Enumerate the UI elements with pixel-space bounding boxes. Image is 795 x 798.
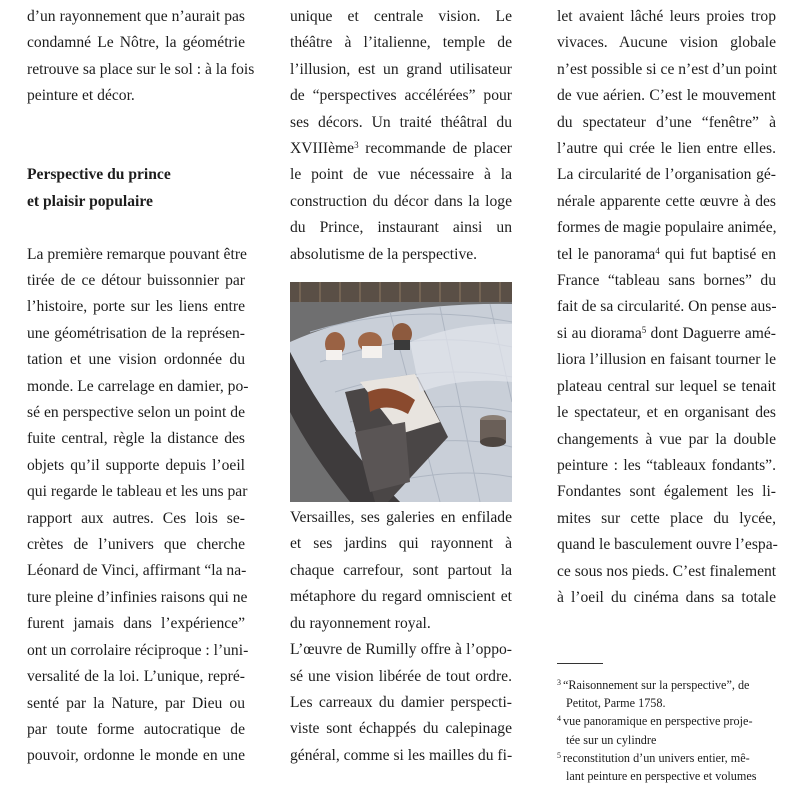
text-fragment: XVIIIème [290,140,355,158]
text-line: Versailles, ses galeries en enfilade [290,509,512,527]
text-line: vivaces. Aucune vision globale [557,34,776,52]
text-line: formes de magie populaire animée, [557,219,777,237]
text-line: absolutisme de la perspective. [290,245,478,263]
text-line [290,136,512,162]
body-paragraph [290,505,512,769]
spacer [27,136,245,162]
body-paragraph [290,4,512,268]
text-line: fuite central, règle la distance des [27,430,245,448]
text-line: nérale apparente cette œuvre à des [557,192,776,210]
text-line: général, comme si les mailles du fi- [290,746,513,764]
text-line: métaphore du regard omniscient et [290,588,512,606]
footnote-text: vue panoramique en perspective proje- [563,714,753,729]
text-line: qui regarde le tableau et les uns par [27,483,248,501]
footnote-4 [557,712,779,748]
text-line: monde. Le carrelage en damier, po- [27,377,249,395]
section-heading [27,162,245,215]
text-line: ont un corrolaire réciproque : l’uni- [27,641,249,659]
footnote-3 [557,676,779,712]
text-line: sé une vision libérée de tout ordre. [290,667,512,685]
footnote-number: 5 [557,750,561,760]
photo-illustration [290,282,512,502]
text-line: senté par la Nature, par Dieu ou [27,694,245,712]
text-line: objets qu’il supporte depuis l’oeil [27,456,245,474]
text-line: crètes de l’univers que cherche [27,536,245,554]
text-line [557,242,776,268]
text-line: peinture et décor. [27,87,135,105]
text-line: La première remarque pouvant être [27,245,247,263]
text-line: condamné Le Nôtre, la géométrie [27,34,245,52]
text-line: du spectateur d’une “fenêtre” à [557,113,776,131]
text-line: du rayonnement royal. [290,614,431,632]
text-fragment: dont Daguerre amé- [646,324,776,342]
footnote-ref: 3 [354,140,359,151]
text-fragment: qui fut baptisé en [659,245,776,263]
footnote-ref: 4 [655,245,660,256]
text-fragment: recommande de placer [358,140,512,158]
text-line: le point de vue nécessaire à la [290,166,512,184]
text-line: unique et centrale vision. Le [290,8,512,25]
text-line: ses décors. Un traité théâtral du [290,113,512,131]
text-line: d’un rayonnement que n’aurait pas [27,8,245,25]
text-line: Fondantes sont également les li- [557,483,776,501]
text-line: construction du décor dans la loge [290,192,512,210]
text-line: une géométrisation de la représen- [27,324,245,342]
text-line: ce sous nos pieds. C’est finalement [557,562,777,580]
text-line: l’illusion, est un grand utilisateur [290,60,512,78]
text-line [557,321,776,347]
text-column-3 [557,4,776,611]
text-line: peinture : les “tableaux fondants”. [557,456,776,474]
text-line: tation et une vision ordonnée du [27,351,245,369]
text-line: Léonard de Vinci, affirmant “la na- [27,562,247,580]
footnote-5 [557,749,779,785]
spacer [27,215,245,241]
footnote-text: Petitot, Parme 1758. [566,696,666,711]
spacer [27,110,245,136]
intro-paragraph [27,4,255,110]
text-line: à l’oeil du cinéma dans sa totale [557,588,776,606]
text-line: théâtre à l’italienne, temple de [290,34,512,52]
footnotes [557,676,779,785]
text-line: sé en perspective selon un point de [27,404,245,422]
text-line: L’œuvre de Rumilly offre à l’oppo- [290,641,512,659]
footnote-ref: 5 [641,324,647,335]
footnote-text: reconstitution d’un univers entier, mê- [563,750,750,765]
text-column-1 [27,4,255,770]
text-line: La circularité de l’organisation gé- [557,166,776,184]
footnote-text: tée sur un cylindre [566,732,657,747]
text-line: rapport aux autres. Ces lois se- [27,509,245,527]
text-line: furent jamais dans l’expérience” [27,615,245,633]
text-line: retrouve sa place sur le sol : à la fois [27,60,255,78]
text-line: changements à vue par la double [557,430,776,448]
text-line: France “tableau sans bornes” du [557,272,776,290]
text-line: de vue aérien. C’est le mouvement [557,87,776,105]
text-line: par toute forme autocratique de [27,720,245,738]
text-line: quand le basculement ouvre l’espa- [557,536,778,554]
text-fragment: tel le panorama [557,245,656,263]
text-line: et ses jardins qui rayonnent à [290,535,512,553]
photo-workers-laying-perspective-tiles [290,282,512,502]
text-line: l’autre qui crée le lien entre elles. [557,140,776,158]
text-line: mites sur cette place du lycée, [557,509,776,527]
text-line: de “perspectives accélérées” pour [290,87,512,105]
text-line: tirée de ce détour buissonnier par [27,272,245,290]
heading-line: et plaisir populaire [27,192,153,210]
footnote-text: lant peinture en perspective et volumes [566,769,757,784]
footnote-number: 3 [557,678,561,687]
text-line: l’histoire, porte sur les liens entre [27,298,245,316]
text-line: liora l’illusion en faisant tourner le [557,351,776,369]
text-line: pouvoir, ordonne le monde en une [27,747,245,765]
text-fragment: si au diorama [557,324,642,342]
footnote-text: “Raisonnement sur la perspective”, de [563,678,750,692]
text-line: let avaient lâché leurs proies trop [557,8,776,25]
text-line: Les carreaux du damier perspecti- [290,693,512,711]
text-line: n’est possible si ce n’est d’un point [557,60,778,78]
footnote-divider [557,663,603,664]
text-line: fait de sa circularité. On pense aus- [557,298,777,316]
text-line: versalité de la loi. L’unique, repré- [27,668,245,686]
body-paragraph [557,4,776,611]
text-line: chaque carrefour, sont partout la [290,561,512,579]
body-paragraph [27,242,249,770]
footnote-number: 4 [557,714,561,724]
heading-line: Perspective du prince [27,166,171,184]
text-line: le spectateur, et en organisant des [557,404,776,422]
text-line: ture pleine d’infinies raisons qui ne [27,588,248,606]
text-line: plateau central sur lequel se tenait [557,377,776,395]
text-line: viste sont échappés du calepinage [290,720,512,738]
text-line: du Prince, instaurant ainsi un [290,219,512,237]
